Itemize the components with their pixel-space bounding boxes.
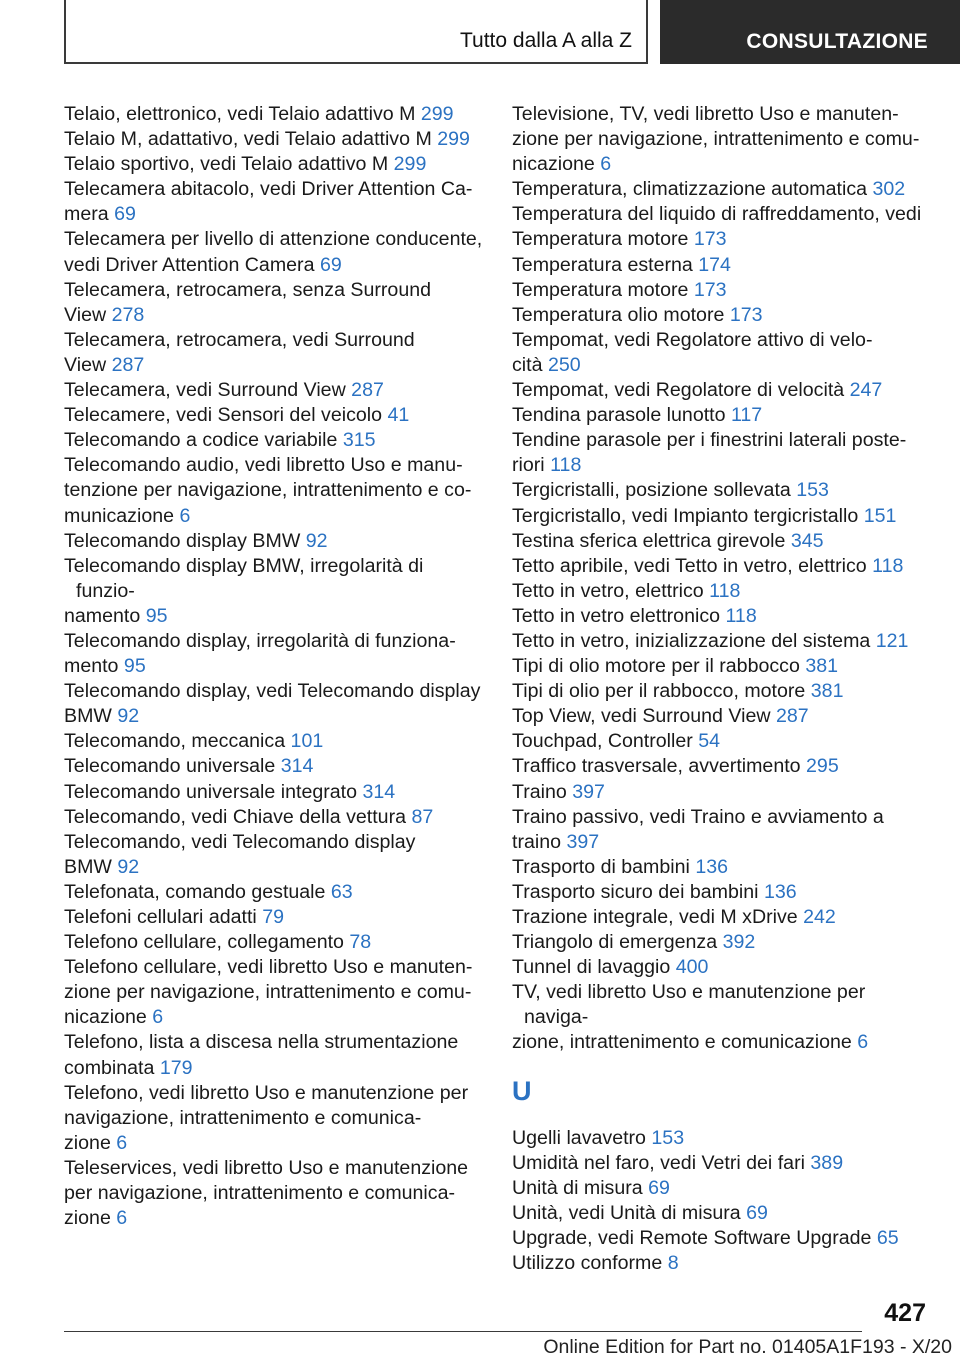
index-entry-line: Telefono, vedi libretto Uso e manutenzione per [64, 1081, 469, 1104]
index-entry-line: Telecomando display BMW 92 [64, 529, 328, 552]
page-reference-link[interactable]: 118 [550, 454, 582, 477]
index-entry-line: zione 6 [64, 1207, 128, 1230]
index-entry [64, 554, 484, 629]
page-reference-link[interactable]: 95 [123, 655, 146, 678]
index-entry [512, 1176, 932, 1201]
index-entry [64, 679, 484, 729]
index-entry [64, 905, 484, 930]
index-entry [64, 754, 484, 779]
index-entry [64, 278, 484, 328]
index-entry-line: Telefono, lista a discesa nella strumentazione [64, 1031, 459, 1054]
page-reference-link[interactable]: 247 [849, 379, 883, 402]
index-entry [64, 177, 484, 227]
index-entry-line: Temperatura, climatizzazione automatica 302 [512, 178, 906, 201]
index-entry-line: Teleservices, vedi libretto Uso e manutenzione [64, 1156, 469, 1179]
index-entry-line: combinata 179 [64, 1056, 193, 1079]
index-entry-line: Tempomat, vedi Regolatore attivo di velo- [512, 328, 873, 351]
index-entry-line: Tergicristallo, vedi Impianto tergicristallo 151 [512, 504, 897, 527]
index-entry-line: Telefono cellulare, vedi libretto Uso e manuten- [64, 956, 473, 979]
index-entry-line: mera 69 [64, 203, 136, 226]
index-entry-line: Telecomando a codice variabile 315 [64, 429, 376, 452]
page-reference-link[interactable]: 287 [775, 705, 809, 728]
index-entry-line: Touchpad, Controller 54 [512, 730, 721, 753]
page-reference-link[interactable]: 6 [116, 1207, 128, 1230]
page-reference-link[interactable]: 92 [117, 855, 140, 878]
index-entry [64, 930, 484, 955]
index-entry-line: Tetto in vetro, inizializzazione del sistema 121 [512, 629, 909, 652]
index-entry [64, 328, 484, 378]
index-entry-line: Telecamera, vedi Surround View 287 [64, 379, 384, 402]
index-entry [64, 830, 484, 880]
page-reference-link[interactable]: 314 [362, 780, 396, 803]
page-reference-link[interactable]: 314 [280, 755, 314, 778]
page-reference-link[interactable]: 345 [790, 529, 824, 552]
index-entry-line: zione per navigazione, intrattenimento e comu- [64, 981, 472, 1004]
index-entry-line: zione, intrattenimento e comunicazione 6 [512, 1031, 869, 1054]
page-reference-link[interactable]: 295 [806, 755, 839, 778]
page-reference-link[interactable]: 117 [730, 404, 763, 427]
index-entry-line: View 278 [64, 303, 145, 326]
page-reference-link[interactable]: 95 [145, 604, 168, 627]
index-entry-line: Temperatura motore 173 [512, 278, 727, 301]
page-reference-link[interactable]: 6 [600, 153, 612, 176]
index-entry-line: Telecomando, vedi Chiave della vettura 87 [64, 805, 434, 828]
index-entry [64, 102, 484, 127]
index-entry [512, 529, 932, 554]
index-entry [64, 453, 484, 528]
page-reference-link[interactable]: 87 [411, 805, 434, 828]
index-entry [64, 428, 484, 453]
index-entry [64, 403, 484, 428]
index-entry-line: Telecomando, meccanica 101 [64, 730, 324, 753]
index-entry-line: Tipi di olio motore per il rabbocco 381 [512, 655, 839, 678]
index-group-t [512, 102, 932, 1056]
index-entry-line: Telecomando universale 314 [64, 755, 314, 778]
page-header [0, 0, 960, 66]
page-reference-link[interactable]: 8 [667, 1252, 679, 1275]
page-reference-link[interactable]: 299 [437, 128, 470, 151]
index-entry-line: traino 397 [512, 830, 600, 853]
index-entry-line: Unità, vedi Unità di misura 69 [512, 1201, 768, 1224]
index-entry-line: Trazione integrale, vedi M xDrive 242 [512, 906, 836, 928]
index-entry [64, 378, 484, 403]
index-entry-line: Telecomando display, vedi Telecomando display [64, 680, 481, 703]
index-entry [512, 554, 932, 579]
index-entry-line: Tunnel di lavaggio 400 [512, 956, 709, 979]
index-entry [64, 1156, 484, 1231]
index-entry [512, 955, 932, 980]
index-entry [64, 955, 484, 1030]
index-entry [512, 679, 932, 704]
index-entry [512, 980, 932, 1055]
index-entry-line: Trasporto sicuro dei bambini 136 [512, 880, 797, 903]
index-entry [512, 930, 932, 955]
index-entry [64, 805, 484, 830]
page-reference-link[interactable]: 287 [351, 379, 384, 402]
index-entry [64, 729, 484, 754]
index-entry-line: Upgrade, vedi Remote Software Upgrade 65 [512, 1226, 899, 1249]
index-entry-line: Telecamera abitacolo, vedi Driver Attention Ca- [64, 178, 473, 201]
footer-divider [64, 1331, 862, 1332]
page-reference-link[interactable]: 92 [305, 529, 328, 552]
index-entry-line: riori 118 [512, 454, 582, 477]
index-entry [512, 504, 932, 529]
index-entry-line: View 287 [64, 353, 145, 376]
index-entry-line: BMW 92 [64, 855, 140, 878]
index-entry [64, 529, 484, 554]
page-reference-link[interactable]: 173 [693, 278, 727, 301]
index-entry-line: Telaio sportivo, vedi Telaio adattivo M 299 [64, 153, 427, 176]
page-reference-link[interactable]: 173 [729, 303, 763, 326]
index-entry-line: Umidità nel faro, vedi Vetri dei fari 389 [512, 1151, 844, 1174]
index-entry-line: Tetto in vetro elettronico 118 [512, 604, 757, 627]
index-entry [512, 303, 932, 328]
index-entry [512, 1126, 932, 1151]
index-entry [512, 328, 932, 378]
index-entry-line: per navigazione, intrattenimento e comunica- [64, 1182, 456, 1205]
chapter-title: CONSULTAZIONE [746, 30, 928, 53]
page-reference-link[interactable]: 315 [342, 429, 376, 452]
index-entry-line: Telefoni cellulari adatti 79 [64, 906, 285, 928]
page-reference-link[interactable]: 65 [876, 1226, 899, 1249]
index-entry-line: Telecomando display, irregolarità di funziona- [64, 629, 456, 652]
index-entry-line: Triangolo di emergenza 392 [512, 931, 756, 954]
section-letter-heading: U [512, 1075, 532, 1106]
page-reference-link[interactable]: 69 [746, 1201, 768, 1224]
index-group-u [512, 1126, 932, 1277]
index-entry [512, 754, 932, 779]
index-entry [512, 729, 932, 754]
index-entry-line: Tempomat, vedi Regolatore di velocità 247 [512, 379, 883, 402]
index-entry [512, 780, 932, 805]
index-entry-line: Tetto apribile, vedi Tetto in vetro, elettrico 118 [512, 554, 904, 577]
page-reference-link[interactable]: 92 [117, 705, 140, 728]
page-reference-link[interactable]: 41 [387, 404, 410, 427]
index-entry-line: Telecomando universale integrato 314 [64, 780, 396, 803]
index-entry [512, 1251, 932, 1276]
index-entry-line: Trasporto di bambini 136 [512, 855, 729, 878]
index-entry-line: Unità di misura 69 [512, 1176, 670, 1199]
index-entry [512, 579, 932, 604]
index-entry [64, 227, 484, 277]
index-entry [512, 253, 932, 278]
chapter-tab [660, 0, 960, 64]
index-entry [512, 905, 932, 930]
page-reference-link[interactable]: 179 [159, 1056, 193, 1079]
page-reference-link[interactable]: 79 [262, 906, 285, 928]
index-entry-line: TV, vedi libretto Uso e manutenzione per naviga- [512, 981, 866, 1029]
page-reference-link[interactable]: 381 [810, 680, 844, 703]
index-column-left [64, 102, 484, 1231]
index-entry [512, 177, 932, 202]
index-entry-line: Tipi di olio per il rabbocco, motore 381 [512, 680, 844, 703]
index-entry-line: cità 250 [512, 353, 581, 376]
index-entry [512, 378, 932, 403]
index-entry [64, 152, 484, 177]
page-reference-link[interactable]: 136 [763, 880, 797, 903]
index-entry [512, 428, 932, 478]
index-entry-line: Testina sferica elettrica girevole 345 [512, 529, 824, 552]
page-reference-link[interactable]: 278 [111, 303, 145, 326]
page-reference-link[interactable]: 151 [863, 504, 897, 527]
page-reference-link[interactable]: 6 [179, 504, 191, 527]
index-entry [512, 805, 932, 855]
index-entry-line: Tendina parasole lunotto 117 [512, 404, 763, 427]
page-reference-link[interactable]: 118 [872, 554, 904, 577]
page-reference-link[interactable]: 174 [698, 253, 731, 276]
section-tab [64, 0, 648, 64]
index-entry [512, 1226, 932, 1251]
index-entry [512, 654, 932, 679]
index-entry-line: municazione 6 [64, 504, 191, 527]
page-reference-link[interactable]: 101 [290, 730, 324, 753]
page-reference-link[interactable]: 392 [722, 931, 756, 954]
page-reference-link[interactable]: 121 [875, 629, 909, 652]
page-reference-link[interactable]: 6 [116, 1131, 128, 1154]
page-reference-link[interactable]: 173 [693, 228, 727, 251]
index-entry-line: Tendine parasole per i finestrini laterali poste- [512, 429, 907, 452]
page-reference-link[interactable]: 153 [651, 1126, 685, 1149]
index-entry-line: Telaio, elettronico, vedi Telaio adattivo M 299 [64, 103, 454, 125]
index-entry-line: Telecomando display BMW, irregolarità di funzio- [64, 554, 424, 602]
page-reference-link[interactable]: 397 [566, 830, 600, 853]
page-reference-link[interactable]: 69 [648, 1176, 670, 1199]
index-entry-line: vedi Driver Attention Camera 69 [64, 253, 342, 276]
index-entry-line: Temperatura esterna 174 [512, 253, 731, 276]
index-entry-line: tenzione per navigazione, intrattenimento e co- [64, 479, 472, 502]
index-entry-line: Temperatura del liquido di raffreddamento, vedi [512, 203, 922, 226]
index-entry [64, 780, 484, 805]
page-reference-link[interactable]: 69 [114, 203, 136, 226]
index-entry [64, 629, 484, 679]
index-entry [512, 855, 932, 880]
page-reference-link[interactable]: 78 [349, 931, 372, 954]
page-reference-link[interactable]: 400 [675, 956, 709, 979]
index-entry [512, 478, 932, 503]
page-reference-link[interactable]: 153 [796, 479, 829, 502]
index-entry-line: Traffico trasversale, avvertimento 295 [512, 755, 839, 778]
index-entry-line: Televisione, TV, vedi libretto Uso e manuten- [512, 103, 899, 125]
index-entry-line: nicazione 6 [512, 153, 612, 176]
index-entry-line: mento 95 [64, 655, 146, 678]
index-entry-line: Temperatura motore 173 [512, 228, 727, 251]
index-entry-line: Utilizzo conforme 8 [512, 1252, 679, 1275]
index-entry-line: Tergicristalli, posizione sollevata 153 [512, 479, 829, 502]
page-reference-link[interactable]: 6 [857, 1031, 869, 1054]
page-reference-link[interactable]: 6 [152, 1006, 164, 1029]
page-reference-link[interactable]: 118 [709, 579, 741, 602]
index-entry [64, 1081, 484, 1156]
index-entry-line: Temperatura olio motore 173 [512, 303, 763, 326]
index-entry-line: BMW 92 [64, 705, 140, 728]
page-reference-link[interactable]: 299 [393, 153, 427, 176]
page-reference-link[interactable]: 54 [698, 730, 721, 753]
index-entry [64, 880, 484, 905]
index-entry [512, 202, 932, 252]
section-title: Tutto dalla A alla Z [460, 29, 632, 52]
index-entry-line: zione 6 [64, 1131, 128, 1154]
page-reference-link[interactable]: 69 [319, 253, 342, 276]
index-entry [512, 604, 932, 629]
index-entry-line: namento 95 [64, 604, 168, 627]
page-reference-link[interactable]: 118 [725, 604, 757, 627]
page-reference-link[interactable]: 250 [547, 353, 581, 376]
index-entry [512, 629, 932, 654]
index-entry-line: nicazione 6 [64, 1006, 164, 1029]
index-entry-line: Telecamera, retrocamera, senza Surround [64, 278, 432, 301]
index-entry [64, 1030, 484, 1080]
index-column-right [512, 102, 932, 1276]
index-entry [512, 278, 932, 303]
index-entry [512, 102, 932, 177]
index-entry-line: Telecomando audio, vedi libretto Uso e manu- [64, 454, 463, 477]
index-entry [512, 403, 932, 428]
index-entry-line: Telaio M, adattativo, vedi Telaio adattivo M 299 [64, 128, 470, 151]
page-reference-link[interactable]: 299 [420, 103, 454, 125]
index-entry-line: Traino passivo, vedi Traino e avviamento a [512, 805, 884, 828]
index-entry-line: Telecamera per livello di attenzione conducente, [64, 228, 483, 251]
index-entry-line: Telecamere, vedi Sensori del veicolo 41 [64, 404, 410, 427]
index-entry-line: Tetto in vetro, elettrico 118 [512, 579, 741, 602]
index-entry-line: Traino 397 [512, 780, 605, 803]
page-reference-link[interactable]: 381 [805, 655, 839, 678]
page-reference-link[interactable]: 302 [872, 178, 906, 201]
index-entry-line: navigazione, intrattenimento e comunica- [64, 1106, 422, 1129]
index-entry-line: Top View, vedi Surround View 287 [512, 705, 809, 728]
footer-edition: Online Edition for Part no. 01405A1F193 - X/20 [543, 1336, 952, 1358]
page-reference-link[interactable]: 397 [572, 780, 605, 803]
index-entry [512, 1151, 932, 1176]
index-entry-line: Ugelli lavavetro 153 [512, 1126, 685, 1149]
page-number: 427 [884, 1299, 926, 1327]
page-reference-link[interactable]: 287 [111, 353, 145, 376]
page-reference-link[interactable]: 389 [810, 1151, 844, 1174]
index-entry [512, 1201, 932, 1226]
index-entry-line: Telecamera, retrocamera, vedi Surround [64, 328, 415, 351]
index-entry-line: Telefonata, comando gestuale 63 [64, 880, 353, 903]
index-entry-line: Telecomando, vedi Telecomando display [64, 830, 416, 853]
index-entry-line: zione per navigazione, intrattenimento e comu- [512, 128, 920, 151]
index-entry [64, 127, 484, 152]
index-entry-line: Telefono cellulare, collegamento 78 [64, 931, 372, 954]
page-reference-link[interactable]: 63 [330, 880, 353, 903]
page-reference-link[interactable]: 242 [803, 906, 836, 928]
index-entry [512, 704, 932, 729]
index-entry [512, 880, 932, 905]
page-reference-link[interactable]: 136 [695, 855, 729, 878]
